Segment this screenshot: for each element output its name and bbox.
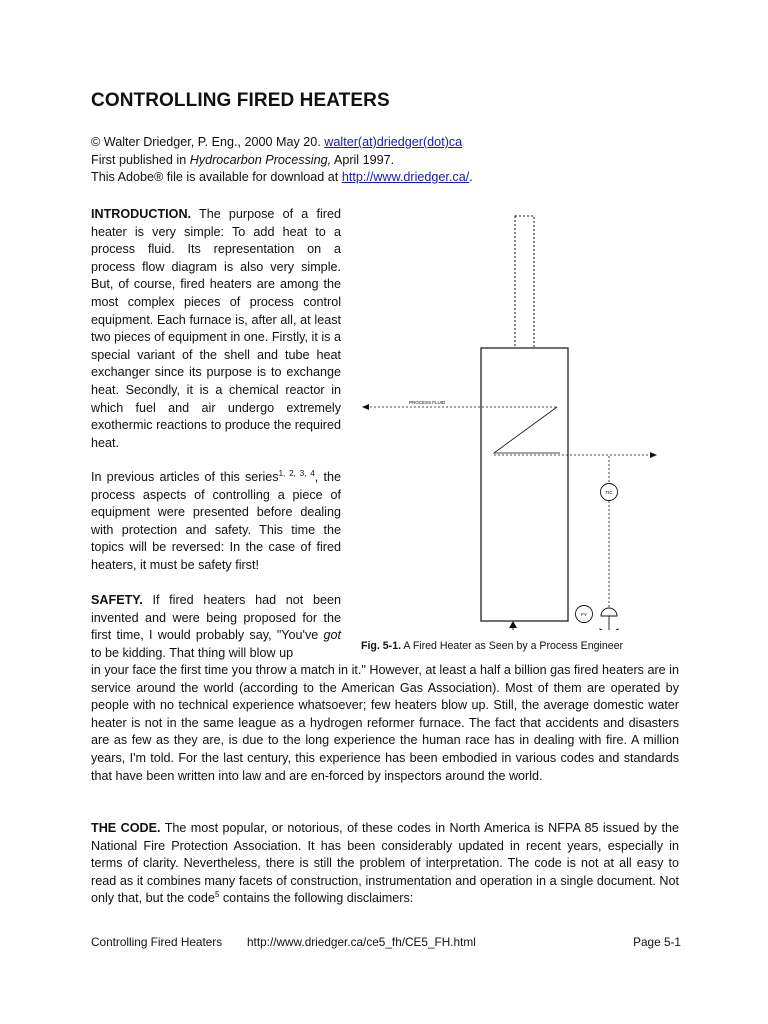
publication-date: April 1997. xyxy=(331,152,395,167)
safety-text-column-end: to be kidding. That thing will blow up xyxy=(91,645,294,660)
previous-articles-paragraph xyxy=(91,469,341,575)
outlet-arrow-icon xyxy=(650,452,657,458)
journal-name: Hydrocarbon Processing, xyxy=(189,152,332,167)
stack-outline xyxy=(515,216,534,348)
copyright-line xyxy=(91,134,691,152)
introduction-heading: INTRODUCTION. xyxy=(91,207,192,221)
previous-text-end: , the process aspects of controlling a piece of equipment were presented before dealing with protection and safety. This time the topics will be reversed: In the case of fired heaters, it must be safety first! xyxy=(91,470,341,572)
previous-text-start: In previous articles of this series xyxy=(91,470,279,484)
introduction-paragraph xyxy=(91,206,341,452)
fy-label: FY xyxy=(581,612,587,617)
tic-label: TIC xyxy=(605,490,613,495)
download-end: . xyxy=(469,170,473,184)
footer-page-number: Page 5-1 xyxy=(633,935,681,949)
firebox-outline xyxy=(481,348,568,621)
download-line xyxy=(91,169,691,187)
code-heading: THE CODE. xyxy=(91,821,161,835)
figure-number: Fig. 5-1. xyxy=(361,640,402,652)
website-link[interactable]: http://www.driedger.ca/ xyxy=(341,170,470,184)
code-reference-superscript: 5 xyxy=(214,890,220,900)
process-fluid-label: PROCESS FLUID xyxy=(409,400,446,405)
code-paragraph xyxy=(91,820,679,908)
publication-line xyxy=(91,152,691,170)
footer-url: http://www.driedger.ca/ce5_fh/CE5_FH.html xyxy=(247,935,476,949)
download-text: This Adobe® file is available for download at xyxy=(91,170,342,184)
burner-arrow-icon xyxy=(509,621,517,628)
code-text-end: contains the following disclaimers: xyxy=(219,891,414,906)
safety-paragraph-full: in your face the first time you throw a match in it." However, at least a half a billion gas fired heaters are in service around the world (according to the American Gas Association). Most of them are operated by people with no technical experience whatsoever; few heaters blow up. Still, the average domestic water heater is not in the same league as a hydrogen reformer furnace. The fact that accidents and disasters are as few as they are, is due to the long experience the human race has in dealing with fire. A million years, I'm told. For the last century, this experience has been embodied in various codes and standards that have been written into law and are en-forced by inspectors around the world. xyxy=(91,663,679,783)
valve-actuator-icon xyxy=(601,608,617,616)
safety-text-start: If fired heaters had not been invented and were being proposed for the first time, I would probably say, "You've xyxy=(91,593,341,643)
page-footer xyxy=(91,935,681,951)
publication-prefix: First published in xyxy=(91,152,190,167)
inlet-arrow-icon xyxy=(362,404,369,410)
safety-emphasis: got xyxy=(323,628,341,643)
introduction-text: The purpose of a fired heater is very simple: To add heat to a process fluid. Its representation on a process flow diagram is also very simple. But, of course, fired heaters are among the most complex pieces of process control equipment. Each furnace is, after all, at least two pieces of equipment in one. Firstly, it is a special variant of the shell and tube heat exchanger since its purpose is to exchange heat. Secondly, it is a chemical reactor in which fuel and air undergo extremely exothermic reactions to produce the required heat. xyxy=(91,207,341,450)
reference-superscript: 1, 2, 3, 4 xyxy=(278,468,315,478)
footer-title: Controlling Fired Heaters xyxy=(91,935,223,949)
author-email-link[interactable]: walter(at)driedger(dot)ca xyxy=(324,135,463,149)
safety-heading: SAFETY. xyxy=(91,593,143,607)
fired-heater-diagram xyxy=(356,210,676,630)
figure-title: A Fired Heater as Seen by a Process Engineer xyxy=(401,640,624,652)
valve-body-left-icon xyxy=(600,629,609,630)
valve-body-right-icon xyxy=(609,629,618,630)
page-title: CONTROLLING FIRED HEATERS xyxy=(91,90,390,111)
document-header xyxy=(91,134,691,187)
copyright-text: © Walter Driedger, P. Eng., 2000 May 20. xyxy=(91,135,325,149)
code-text: The most popular, or notorious, of these codes in North America is NFPA 85 issued by the National Fire Protection Association. It has been considerably updated in recent years, especially in terms of clarity. Nevertheless, there is still the problem of interpretation. The code is not at all easy to read as it combines many facets of construction, instrumentation and operation in a single document. Not only that, but the code xyxy=(91,821,679,906)
figure-caption xyxy=(361,640,671,652)
safety-paragraph-column xyxy=(91,592,341,662)
